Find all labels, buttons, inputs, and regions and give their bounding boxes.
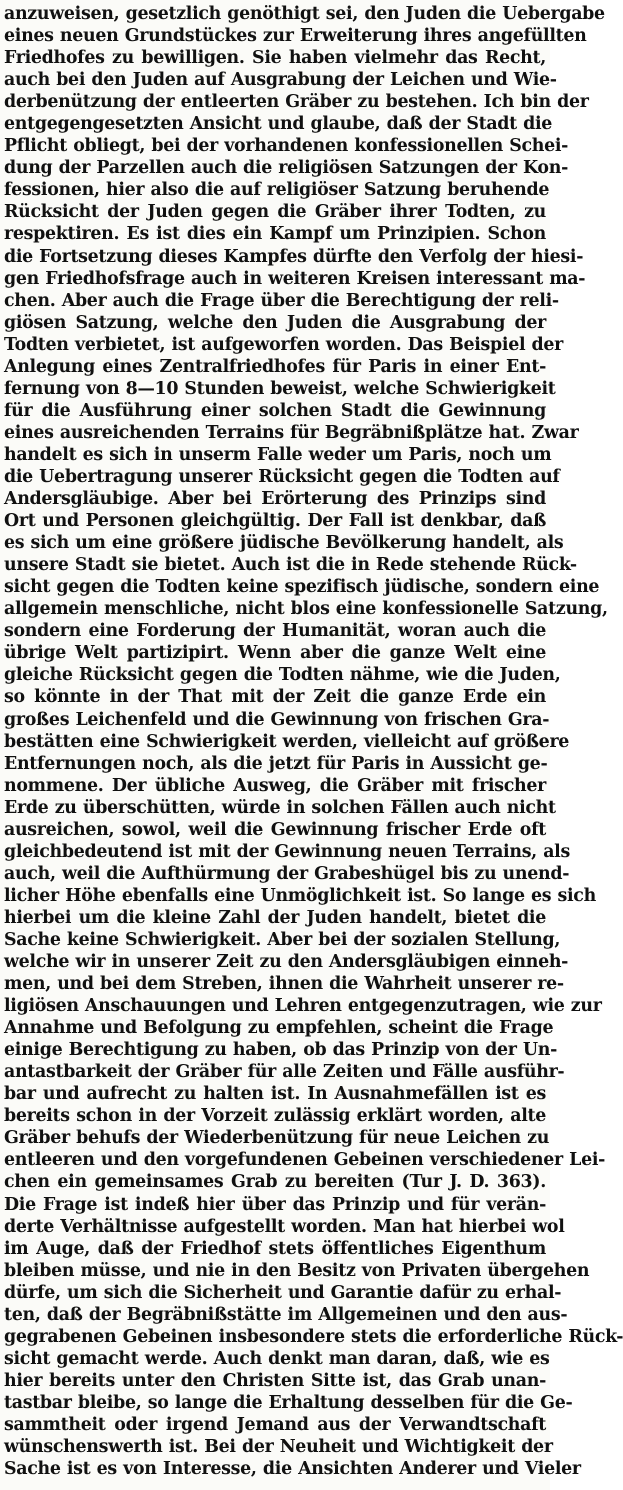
text-line: bleiben müsse, und nie in den Besitz von Privaten übergehen [4, 1260, 590, 1281]
text-line: giösen Satzung, welche den Juden die Ausgrabung der [4, 312, 546, 333]
text-line: eines neuen Grundstückes zur Erweiterung ihres angefüllten [4, 26, 587, 47]
text-line: respektiren. Es ist dies ein Kampf um Prinzipien. Schon [4, 224, 546, 245]
text-line: sicht gegen die Todten keine spezifisch jüdische, sondern eine [4, 577, 600, 598]
text-line: hierbei um die kleine Zahl der Juden handelt, bietet die [4, 907, 546, 928]
article-column [4, 3, 623, 1480]
text-line: Erde zu überschütten, würde in solchen Fällen auch nicht [4, 797, 556, 818]
text-line: gen Friedhofsfrage auch in weiteren Kreisen interessant ma- [4, 268, 586, 289]
text-line: handelt es sich in unserm Falle weder um Paris, noch um [4, 444, 552, 465]
text-line: fernung von 8—10 Stunden beweist, welche Schwierigkeit [4, 378, 556, 399]
text-line: bar und aufrecht zu halten ist. In Ausnahmefällen ist es [4, 1084, 546, 1105]
text-line: so könnte in der That mit der Zeit die ganze Erde ein [4, 687, 546, 708]
text-line: einige Berechtigung zu haben, ob das Prinzip von der Un- [4, 1040, 558, 1061]
text-line: unsere Stadt sie bietet. Auch ist die in Rede stehende Rück- [4, 555, 577, 576]
text-line: Anlegung eines Zentralfriedhofes für Paris in einer Ent- [4, 356, 546, 377]
text-line: Rücksicht der Juden gegen die Gräber ihrer Todten, zu [4, 202, 546, 223]
text-line: übrige Welt partizipirt. Wenn aber die ganze Welt eine [4, 643, 546, 664]
text-line: derbenützung der entleerten Gräber zu bestehen. Ich bin der [4, 92, 589, 113]
text-line: die Uebertragung unserer Rücksicht gegen die Todten auf [4, 466, 560, 487]
text-line: allgemein menschliche, nicht blos eine konfessionelle Satzung, [4, 599, 608, 620]
text-line: Ort und Personen gleichgültig. Der Fall ist denkbar, daß [4, 511, 546, 532]
text-line: hier bereits unter den Christen Sitte ist, das Grab unan- [4, 1370, 546, 1391]
text-line: bestätten eine Schwierigkeit werden, vielleicht auf größere [4, 731, 570, 752]
text-line: wünschenswerth ist. Bei der Neuheit und Wichtigkeit der [4, 1437, 553, 1458]
text-line: Pflicht obliegt, bei der vorhandenen konfessionellen Schei- [4, 136, 569, 157]
text-line: Andersgläubige. Aber bei Erörterung des Prinzips sind [4, 489, 546, 510]
text-line: entgegengesetzten Ansicht und glaube, daß der Stadt die [4, 114, 553, 135]
text-line: gegrabenen Gebeinen insbesondere stets die erforderliche Rück- [4, 1326, 623, 1347]
text-line: tastbar bleibe, so lange die Erhaltung desselben für die Ge- [4, 1392, 573, 1413]
text-line: ten, daß der Begräbnißstätte im Allgemeinen und den aus- [4, 1304, 568, 1325]
text-line: antastbarkeit der Gräber für alle Zeiten und Fälle ausführ- [4, 1062, 565, 1083]
text-line: fessionen, hier also die auf religiöser Satzung beruhende [4, 180, 550, 201]
text-line: nommene. Der übliche Ausweg, die Gräber mit frischer [4, 775, 546, 796]
text-line: großes Leichenfeld und die Gewinnung von frischen Gra- [4, 709, 550, 730]
text-line: die Fortsetzung dieses Kampfes dürfte den Verfolg der hiesi- [4, 246, 584, 267]
text-line: für die Ausführung einer solchen Stadt die Gewinnung [4, 400, 546, 421]
text-line: sammtheit oder irgend Jemand aus der Verwandtschaft [4, 1415, 546, 1435]
text-line: men, und bei dem Streben, ihnen die Wahrheit unserer re- [4, 974, 564, 995]
text-line: im Auge, daß der Friedhof stets öffentliches Eigenthum [4, 1238, 546, 1259]
text-line: anzuweisen, gesetzlich genöthigt sei, den Juden die Uebergabe [4, 4, 605, 24]
text-line: Sache ist es von Interesse, die Ansichten Anderer und Vieler [4, 1459, 581, 1480]
text-line: ligiösen Anschauungen und Lehren entgegenzutragen, wie zur [4, 996, 602, 1017]
text-line: gleiche Rücksicht gegen die Todten nähme, wie die Juden, [4, 665, 561, 686]
text-line: dürfe, um sich die Sicherheit und Garantie dafür zu erhal- [4, 1282, 562, 1303]
text-line: ausreichen, sowol, weil die Gewinnung frischer Erde oft [4, 819, 546, 840]
text-line: welche wir in unserer Zeit zu den Andersgläubigen einneh- [4, 952, 569, 973]
text-line: es sich um eine größere jüdische Bevölkerung handelt, als [4, 533, 564, 554]
text-line: Friedhofes zu bewilligen. Sie haben vielmehr das Recht, [4, 48, 546, 69]
text-line: Sache keine Schwierigkeit. Aber bei der sozialen Stellung, [4, 929, 561, 950]
text-line: Todten verbietet, ist aufgeworfen worden. Das Beispiel der [4, 334, 564, 355]
text-line: dung der Parzellen auch die religiösen Satzungen der Kon- [4, 158, 568, 179]
text-line: auch, weil die Aufthürmung der Grabeshügel bis zu unend- [4, 863, 570, 884]
text-line: derte Verhältnisse aufgestellt worden. Man hat hierbei wol [4, 1216, 565, 1237]
text-line: Entfernungen noch, als die jetzt für Paris in Aussicht ge- [4, 753, 548, 774]
text-line: sondern eine Forderung der Humanität, woran auch die [4, 621, 546, 642]
text-line: Die Frage ist indeß hier über das Prinzip und für verän- [4, 1194, 546, 1215]
text-line: chen. Aber auch die Frage über die Berechtigung der reli- [4, 290, 559, 311]
text-line: Annahme und Befolgung zu empfehlen, scheint die Frage [4, 1018, 554, 1039]
text-line: Gräber behufs der Wiederbenützung für neue Leichen zu [4, 1128, 550, 1149]
text-line: bereits schon in der Vorzeit zulässig erklärt worden, alte [4, 1106, 546, 1127]
text-line: auch bei den Juden auf Ausgrabung der Leichen und Wie- [4, 70, 557, 91]
text-line: eines ausreichenden Terrains für Begräbnißplätze hat. Zwar [4, 422, 579, 443]
text-line: sicht gemacht werde. Auch denkt man daran, daß, wie es [4, 1348, 550, 1369]
text-line: licher Höhe ebenfalls eine Unmöglichkeit ist. So lange es sich [4, 885, 596, 906]
text-line: gleichbedeutend ist mit der Gewinnung neuen Terrains, als [4, 841, 570, 862]
text-line: entleeren und den vorgefundenen Gebeinen verschiedener Lei- [4, 1150, 606, 1171]
text-line: chen ein gemeinsames Grab zu bereiten (Tur J. D. 363). [4, 1172, 546, 1193]
